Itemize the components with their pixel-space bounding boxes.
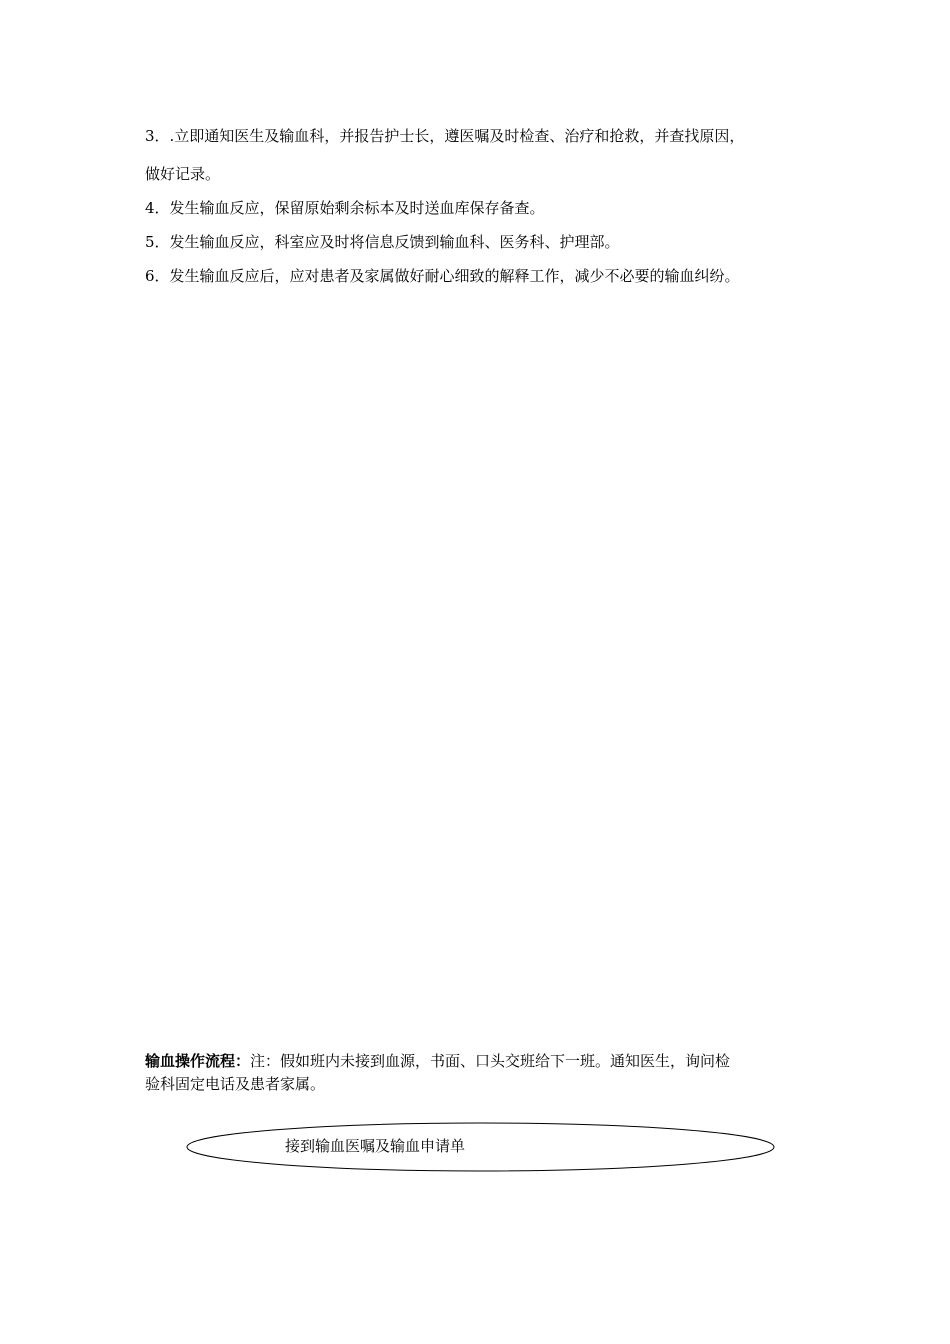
flowchart-start-node <box>186 1122 775 1172</box>
paragraph-3-line-2: 做好记录。 <box>145 165 221 183</box>
ellipse-shape <box>186 1122 775 1172</box>
flow-title: 输血操作流程： <box>145 1052 251 1070</box>
flow-note-line-2: 验科固定电话及患者家属。 <box>145 1075 326 1093</box>
flowchart-start-node-label: 接到输血医嘱及输血申请单 <box>285 1137 466 1155</box>
flow-section-heading <box>145 1050 825 1096</box>
paragraph-6: 6．发生输血反应后，应对患者及家属做好耐心细致的解释工作，减少不必要的输血纠纷。 <box>145 267 740 285</box>
flow-note-line-1: 注：假如班内未接到血源，书面、口头交班给下一班。通知医生，询问检 <box>250 1052 731 1070</box>
paragraph-5: 5．发生输血反应，科室应及时将信息反馈到输血科、医务科、护理部。 <box>145 233 620 251</box>
paragraph-3-line-1: 3．.立即通知医生及输血科，并报告护士长，遵医嘱及时检查、治疗和抢救，并查找原因， <box>145 127 745 145</box>
paragraph-4: 4．发生输血反应，保留原始剩余标本及时送血库保存备查。 <box>145 199 545 217</box>
